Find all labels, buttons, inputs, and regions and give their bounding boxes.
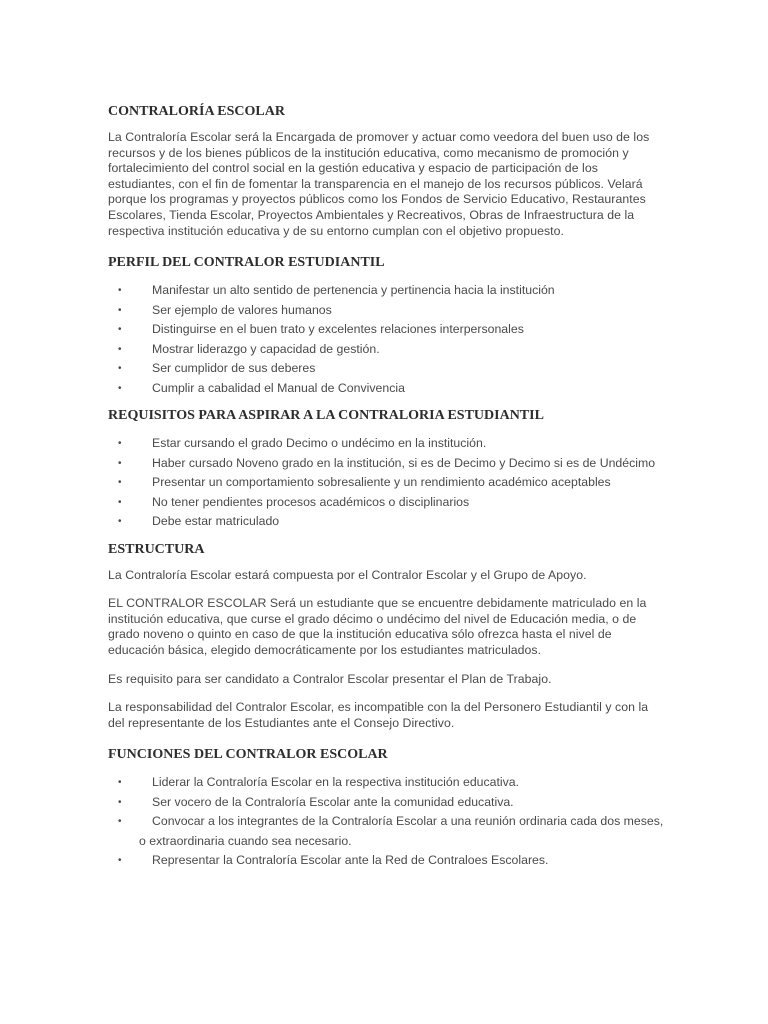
list-item: • Ser vocero de la Contraloría Escolar ante la comunidad educativa. — [108, 793, 664, 813]
bullet-icon: • — [118, 438, 122, 450]
document-content — [108, 102, 664, 871]
section-heading-contraloria-escolar: CONTRALORÍA ESCOLAR — [108, 104, 285, 119]
perfil-list — [108, 281, 664, 398]
bullet-icon: • — [118, 816, 122, 828]
list-item: • Cumplir a cabalidad el Manual de Convivencia — [108, 379, 664, 399]
bullet-icon: • — [118, 796, 122, 808]
list-item: • Ser ejemplo de valores humanos — [108, 301, 664, 321]
section-heading-estructura: ESTRUCTURA — [108, 541, 205, 557]
bullet-icon: • — [118, 363, 122, 375]
list-item: • Ser cumplidor de sus deberes — [108, 359, 664, 379]
list-item: • Haber cursado Noveno grado en la institución, si es de Decimo y Decimo si es de Undécimo — [108, 454, 664, 474]
bullet-icon: • — [118, 304, 122, 316]
estructura-paragraph: La Contraloría Escolar estará compuesta por el Contralor Escolar y el Grupo de Apoyo. — [108, 567, 587, 582]
bullet-icon: • — [118, 496, 122, 508]
list-item: • No tener pendientes procesos académicos o disciplinarios — [108, 493, 664, 513]
bullet-icon: • — [118, 343, 122, 355]
estructura-paragraph: La responsabilidad del Contralor Escolar, es incompatible con la del Personero Estudiantil y con la del representante de los Estudiantes ante el Consejo Directivo. — [108, 700, 649, 730]
bullet-icon: • — [118, 285, 122, 297]
list-item: • Mostrar liderazgo y capacidad de gestión. — [108, 340, 664, 360]
bullet-icon: • — [118, 777, 122, 789]
list-item: • Presentar un comportamiento sobresaliente y un rendimiento académico aceptables — [108, 473, 664, 493]
list-item: • Estar cursando el grado Decimo o undécimo en la institución. — [108, 434, 664, 454]
list-item: • Distinguirse en el buen trato y excelentes relaciones interpersonales — [108, 320, 664, 340]
intro-paragraph: La Contraloría Escolar será la Encargada de promover y actuar como veedora del buen uso de los recursos y de los bienes públicos de la institución educativa, como mecanismo de promoción y fortalecimiento del control social en la gestión educativa y espacio de participación de los estudiantes, con el fin de fomentar la transparencia en el manejo de los recursos públicos. Velará porque los programas y proyectos públicos como los Fondos de Servicio Educativo, Restaurantes Escolares, Tienda Escolar, Proyectos Ambientales y Recreativos, Obras de Infraestructura de la respectiva institución educativa y de su entorno cumplan con el objetivo propuesto. — [108, 130, 650, 238]
section-heading-perfil: PERFIL DEL CONTRALOR ESTUDIANTIL — [108, 255, 385, 271]
bullet-icon: • — [118, 477, 122, 489]
requisitos-list — [108, 434, 664, 532]
section-heading-funciones: FUNCIONES DEL CONTRALOR ESCOLAR — [108, 747, 388, 763]
bullet-icon: • — [118, 457, 122, 469]
estructura-paragraph: Es requisito para ser candidato a Contralor Escolar presentar el Plan de Trabajo. — [108, 671, 552, 686]
list-item: • Convocar a los integrantes de la Contraloría Escolar a una reunión ordinaria cada dos meses, o extraordinaria cuando sea necesario. — [118, 814, 664, 848]
funciones-list — [108, 773, 664, 871]
list-item: • Representar la Contraloría Escolar ante la Red de Contraloes Escolares. — [108, 851, 664, 871]
list-item: • Manifestar un alto sentido de pertenencia y pertinencia hacia la institución — [108, 281, 664, 301]
list-item: • Debe estar matriculado — [108, 512, 664, 532]
bullet-icon: • — [118, 516, 122, 528]
bullet-icon: • — [118, 855, 122, 867]
bullet-icon: • — [118, 382, 122, 394]
list-item: • Liderar la Contraloría Escolar en la respectiva institución educativa. — [108, 773, 664, 793]
section-heading-requisitos: REQUISITOS PARA ASPIRAR A LA CONTRALORIA ESTUDIANTIL — [108, 408, 544, 424]
bullet-icon: • — [118, 324, 122, 336]
estructura-paragraph: EL CONTRALOR ESCOLAR Será un estudiante que se encuentre debidamente matriculado en la institución educativa, que curse el grado décimo o undécimo del nivel de Educación media, o de grado noveno o quinto en caso de que la institución educativa sólo ofrezca hasta el nivel de educación básica, elegido democráticamente por los estudiantes matriculados. — [108, 596, 647, 658]
